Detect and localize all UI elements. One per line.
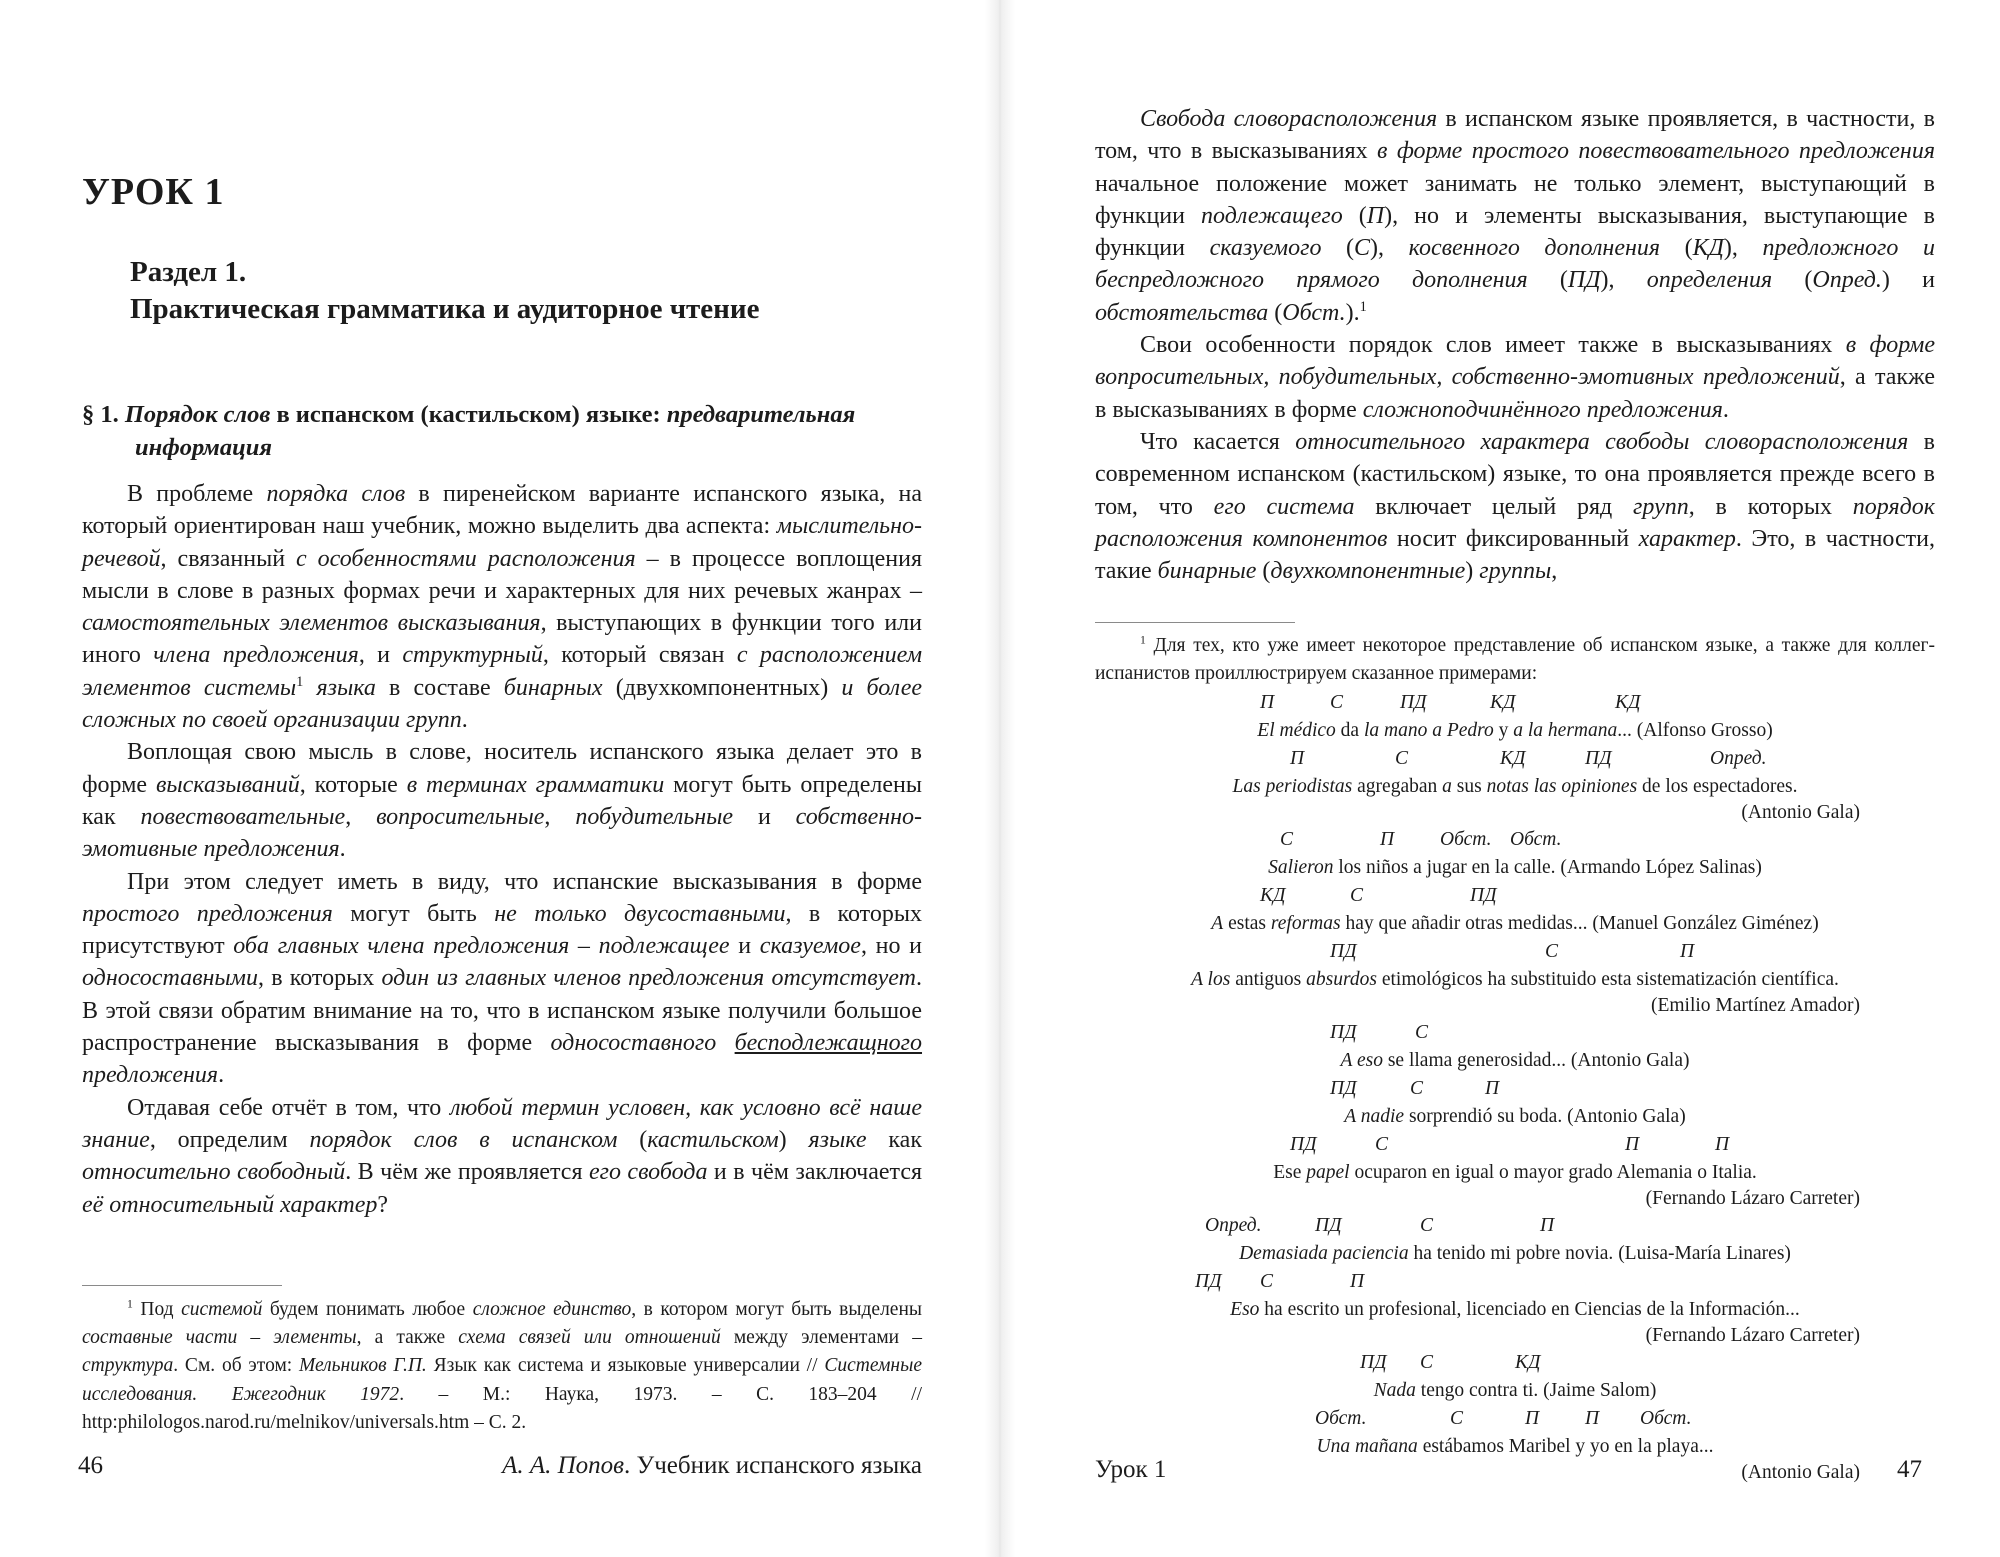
example-item: [1095, 941, 1935, 1018]
grammar-label: С: [1545, 941, 1559, 962]
example-item: [1095, 1215, 1935, 1267]
left-body-text: [82, 478, 922, 1221]
grammar-label: П: [1290, 748, 1305, 769]
grammar-label: КД: [1490, 692, 1516, 713]
right-footnote-intro: $^1$ Для тех, кто уже имеет некоторое представление об испанском языке, а также для коллег-испанистов проиллюстрируем сказанное примерами:: [1095, 633, 1935, 685]
right-body-text: [1095, 103, 1935, 587]
page-number-left: 46: [78, 1452, 103, 1479]
grammar-label: Обст.: [1315, 1408, 1367, 1429]
example-sentence: Salieron los niños a jugar en la calle. (Armando López Salinas): [1268, 857, 1762, 878]
grammar-label: П: [1625, 1134, 1640, 1155]
grammar-label: С: [1260, 1271, 1274, 1292]
example-source: (Antonio Gala): [1741, 802, 1860, 823]
footnote-rule-right: [1095, 622, 1295, 623]
example-labels: [1095, 1215, 1935, 1240]
grammar-label: ПД: [1585, 748, 1612, 769]
grammar-label: КД: [1260, 885, 1286, 906]
grammar-label: ПД: [1400, 692, 1427, 713]
examples-list: [1095, 692, 1935, 1489]
running-header-left: А. А. Попов. Учебник испанского языка: [502, 1452, 922, 1479]
example-source: (Emilio Martínez Amador): [1650, 995, 1860, 1016]
example-sentence: Nada tengo contra ti. (Jaime Salom): [1373, 1380, 1657, 1401]
grammar-label: П: [1350, 1271, 1365, 1292]
grammar-label: С: [1280, 829, 1294, 850]
grammar-label: ПД: [1315, 1215, 1342, 1236]
example-labels: [1095, 692, 1935, 717]
example-sentence: A estas reformas hay que añadir otras medidas... (Manuel González Giménez): [1211, 913, 1819, 934]
footnote-rule: [82, 1285, 282, 1286]
grammar-label: С: [1415, 1022, 1429, 1043]
example-labels: [1095, 885, 1935, 910]
example-item: [1095, 1078, 1935, 1130]
grammar-label: С: [1420, 1215, 1434, 1236]
grammar-label: ПД: [1330, 1078, 1357, 1099]
right-paragraph-3: Что касается относительного характера свободы словорасположения в современном испанском (кастильском) языке, то она проявляется прежде всего в том, что его система включает целый ряд групп, в которых порядок расположения компонентов носит фиксированный характер. Это, в частности, такие бинарные (двухкомпонентные) группы,: [1095, 428, 1936, 585]
grammar-label: ПД: [1330, 1022, 1357, 1043]
grammar-label: С: [1395, 748, 1409, 769]
example-sentence: Las periodistas agregaban a sus notas las opiniones de los espectadores.: [1232, 776, 1798, 797]
right-paragraph-1: Свобода словорасположения в испанском языке проявляется, в частности, в том, что в высказываниях в форме простого повествовательного предложения начальное положение может занимать не только элемент, выступающий в функции подлежащего (П), но и элементы высказывания, выступающие в функции сказуемого (С), косвенного дополнения (КД), предложного и беспредложного прямого дополнения (ПД), определения (Опред.) и обстоятельства (Обст.).$^1$: [1095, 106, 1935, 326]
grammar-label: ПД: [1470, 885, 1497, 906]
example-labels: [1095, 941, 1935, 966]
left-paragraph-1: В проблеме порядка слов в пиренейском варианте испанского языка, на который ориентирован наш учебник, можно выделить два аспекта: мыслительно-речевой, связанный с особенностями расположения – в процессе воплощения мысли в слове в разных формах речи и характерных для них речевых жанрах – самостоятельных элементов высказывания, выступающих в функции того или иного члена предложения, и структурный, который связан с расположением элементов системы$^1$ языка в составе бинарных (двухкомпонентных) и более сложных по своей организации групп.: [82, 481, 923, 734]
grammar-label: Обст.: [1440, 829, 1492, 850]
example-source: (Antonio Gala): [1741, 1462, 1860, 1483]
example-labels: [1095, 1078, 1935, 1103]
left-footnote: $^1$ Под системой будем понимать любое сложное единство, в котором могут быть выделены составные части – элементы, а также схема связей или отношений между элементами – структура. См. об этом: Мельников Г.П. Язык как система и языковые универсалии // Системные исследования. Ежегодник 1972. – М.: Наука, 1973. – С. 183–204 // http:philologos.narod.ru/melnikov/universals.htm – С. 2.: [82, 1297, 922, 1433]
heading-italic-3: предварительная: [666, 401, 856, 428]
example-labels: [1095, 748, 1935, 773]
grammar-label: Обст.: [1640, 1408, 1692, 1429]
left-paragraph-2: Воплощая свою мысль в слове, носитель испанского языка делает это в форме высказываний, которые в терминах грамматики могут быть определены как повествовательные, вопросительные, побудительные и собственно-эмотивные предложения.: [82, 739, 923, 863]
example-labels: [1095, 1271, 1935, 1296]
left-paragraph-4: Отдавая себе отчёт в том, что любой термин условен, как условно всё наше знание, определим порядок слов в испанском (кастильском) языке как относительно свободный. В чём же проявляется его свобода и в чём заключается её относительный характер?: [82, 1094, 923, 1218]
example-labels: [1095, 1134, 1935, 1159]
grammar-label: КД: [1500, 748, 1526, 769]
grammar-label: С: [1350, 885, 1364, 906]
paragraph-number: § 1.: [82, 401, 119, 428]
example-item: [1095, 885, 1935, 937]
grammar-label: П: [1680, 941, 1695, 962]
grammar-label: Опред.: [1710, 748, 1767, 769]
right-page: [1000, 0, 2000, 1557]
example-item: [1095, 692, 1935, 744]
example-item: [1095, 1022, 1935, 1074]
heading-italic-1: Порядок слов: [124, 401, 271, 428]
grammar-label: С: [1410, 1078, 1424, 1099]
right-paragraph-2: Свои особенности порядок слов имеет также в высказываниях в форме вопросительных, побудительных, собственно-эмотивных предложений, а также в высказываниях в форме сложноподчинённого предложения.: [1095, 332, 1936, 423]
grammar-label: П: [1380, 829, 1395, 850]
example-labels: [1095, 829, 1935, 854]
grammar-label: С: [1375, 1134, 1389, 1155]
example-sentence: A nadie sorprendió su boda. (Antonio Gala): [1344, 1106, 1686, 1127]
grammar-label: П: [1585, 1408, 1600, 1429]
example-item: [1095, 748, 1935, 825]
example-sentence: Una mañana estábamos Maribel y yo en la playa...: [1316, 1436, 1714, 1457]
example-item: [1095, 1271, 1935, 1348]
grammar-label: Обст.: [1510, 829, 1562, 850]
example-source: (Fernando Lázaro Carreter): [1645, 1325, 1860, 1346]
lesson-title: УРОК 1: [82, 171, 225, 213]
grammar-label: ПД: [1360, 1352, 1387, 1373]
running-header-right: Урок 1: [1095, 1456, 1167, 1483]
section-name: Практическая грамматика и аудиторное чтение: [130, 292, 760, 325]
grammar-label: П: [1525, 1408, 1540, 1429]
example-sentence: Eso ha escrito un profesional, licenciado en Ciencias de la Información...: [1230, 1299, 1800, 1320]
grammar-label: КД: [1615, 692, 1641, 713]
example-sentence: A los antiguos absurdos etimológicos ha substituido esta sistematización científica.: [1191, 969, 1839, 990]
example-sentence: El médico da la mano a Pedro y a la hermana... (Alfonso Grosso): [1257, 720, 1773, 741]
grammar-label: ПД: [1290, 1134, 1317, 1155]
section-number: Раздел 1.: [130, 256, 247, 288]
heading-text-2: в испанском (кастильском) языке:: [270, 401, 667, 428]
grammar-label: С: [1420, 1352, 1434, 1373]
grammar-label: Опред.: [1205, 1215, 1262, 1236]
grammar-label: П: [1485, 1078, 1500, 1099]
left-paragraph-3: При этом следует иметь в виду, что испанские высказывания в форме простого предложения могут быть не только двусоставными, в которых присутствуют оба главных члена предложения – подлежащее и сказуемое, но и односоставными, в которых один из главных членов предложения отсутствует. В этой связи обратим внимание на то, что в испанском языке получили большое распространение высказывания в форме односоставного бесподлежащного предложения.: [82, 868, 923, 1089]
example-item: [1095, 1408, 1935, 1485]
grammar-label: КД: [1515, 1352, 1541, 1373]
example-labels: [1095, 1352, 1935, 1377]
footnote-marker: 1: [296, 673, 304, 690]
example-item: [1095, 1352, 1935, 1404]
section-title: [130, 254, 759, 327]
example-source: (Fernando Lázaro Carreter): [1645, 1188, 1860, 1209]
grammar-label: С: [1330, 692, 1344, 713]
grammar-label: П: [1540, 1215, 1555, 1236]
example-sentence: A eso se llama generosidad... (Antonio Gala): [1340, 1050, 1690, 1071]
grammar-label: С: [1450, 1408, 1464, 1429]
heading-italic-4: информация: [135, 434, 272, 462]
example-labels: [1095, 1408, 1935, 1433]
example-sentence: Ese papel ocuparon en igual o mayor grado Alemania o Italia.: [1273, 1162, 1757, 1183]
example-sentence: Demasiada paciencia ha tenido mi pobre novia. (Luisa-María Linares): [1239, 1243, 1791, 1264]
grammar-label: ПД: [1195, 1271, 1222, 1292]
grammar-label: П: [1260, 692, 1275, 713]
example-item: [1095, 829, 1935, 881]
grammar-label: П: [1715, 1134, 1730, 1155]
example-item: [1095, 1134, 1935, 1211]
paragraph-heading: [82, 398, 922, 465]
grammar-label: ПД: [1330, 941, 1357, 962]
example-labels: [1095, 1022, 1935, 1047]
page-number-right: 47: [1897, 1456, 1922, 1483]
